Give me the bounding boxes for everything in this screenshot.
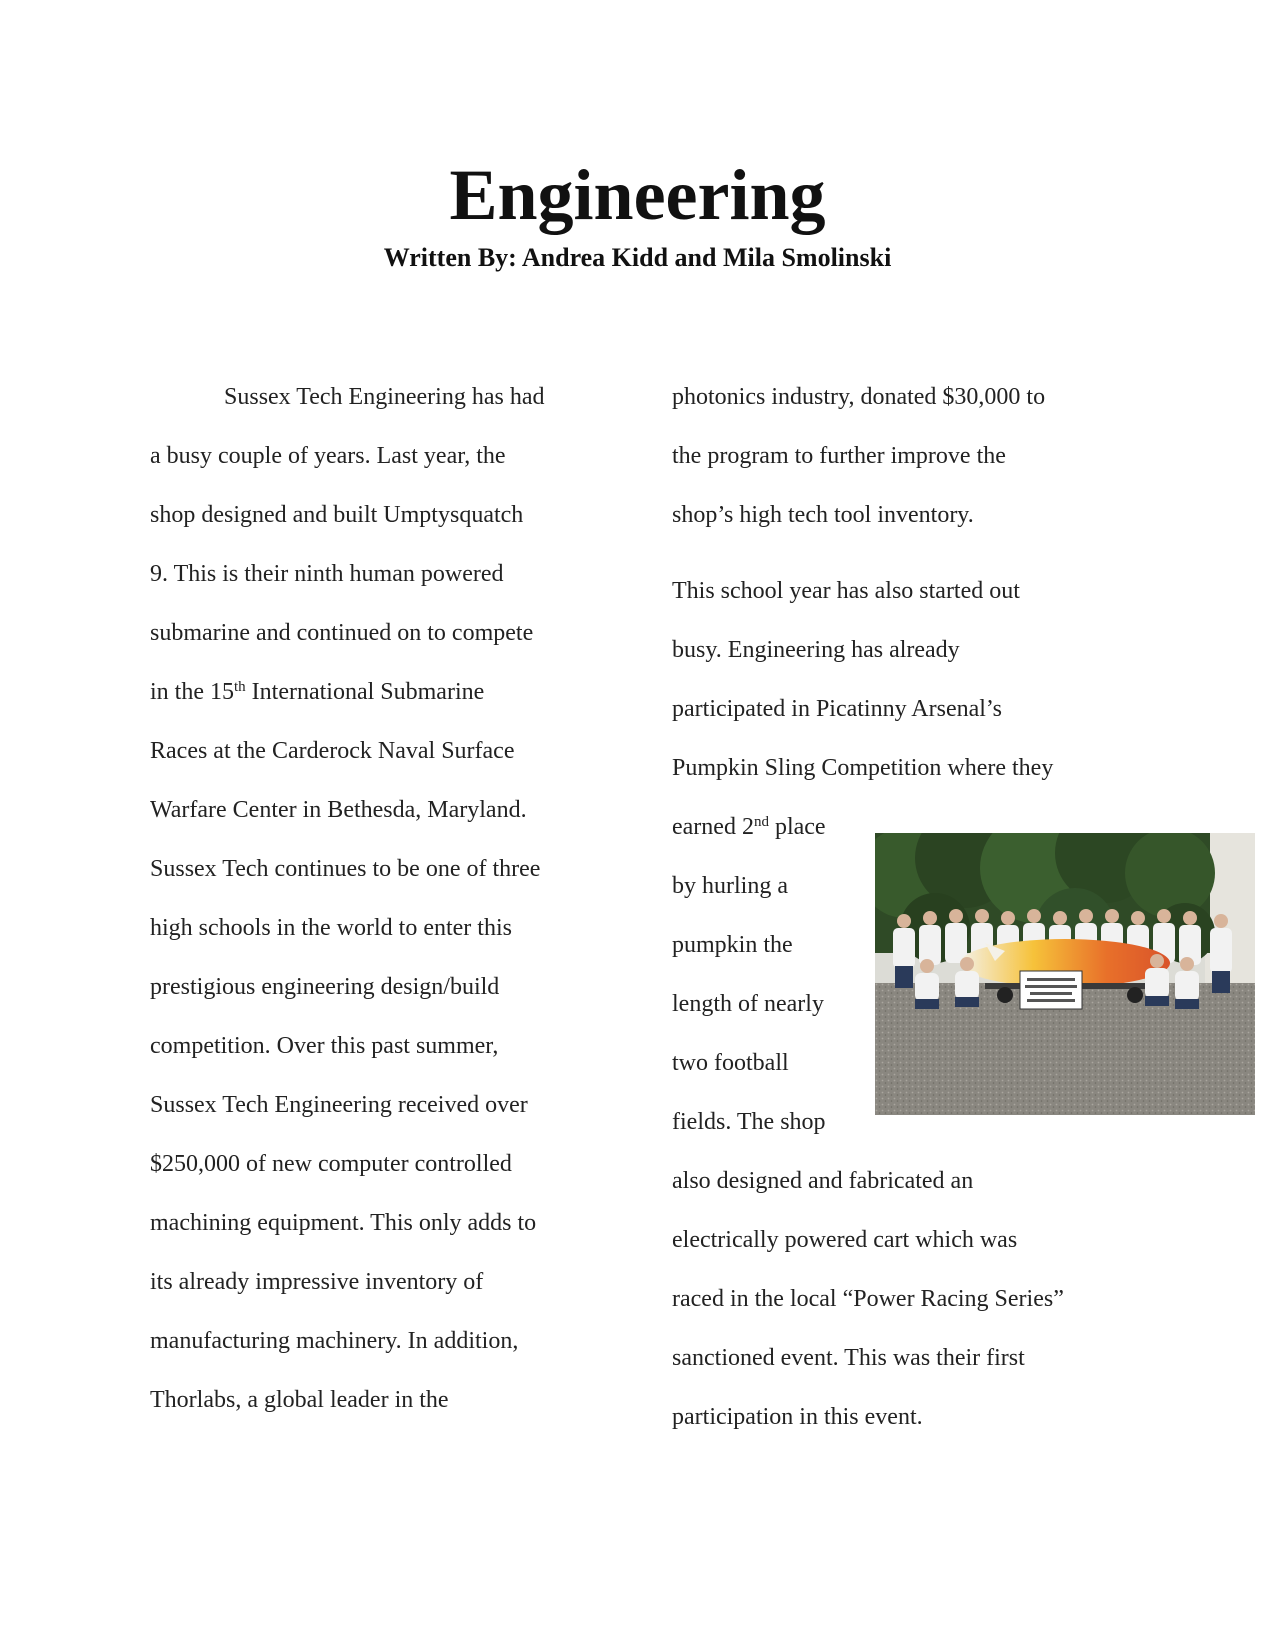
- left-line: competition. Over this past summer,: [150, 1033, 499, 1059]
- right-line: electrically powered cart which was: [672, 1227, 1018, 1253]
- right-line: This school year has also started out: [672, 578, 1020, 604]
- left-line-text: International Submarine: [245, 679, 485, 705]
- right-line: photonics industry, donated $30,000 to: [672, 384, 1046, 410]
- left-line: Warfare Center in Bethesda, Maryland.: [150, 797, 527, 823]
- left-line: $250,000 of new computer controlled: [150, 1151, 512, 1177]
- right-line: raced in the local “Power Racing Series”: [672, 1286, 1064, 1312]
- right-line-text: place: [768, 814, 826, 840]
- left-line: Races at the Carderock Naval Surface: [150, 738, 515, 764]
- right-line: Pumpkin Sling Competition where they: [672, 755, 1054, 781]
- right-line: pumpkin the: [672, 932, 793, 958]
- race-sign: [1020, 971, 1082, 1009]
- right-line: two football: [672, 1050, 789, 1076]
- ordinal-suffix: nd: [753, 813, 769, 830]
- left-line: its already impressive inventory of: [150, 1269, 484, 1295]
- right-line: the program to further improve the: [672, 443, 1006, 469]
- left-line: submarine and continued on to compete: [150, 620, 534, 646]
- right-line: also designed and fabricated an: [672, 1168, 974, 1194]
- team-photo: [875, 833, 1255, 1115]
- left-line: shop designed and built Umptysquatch: [150, 502, 524, 528]
- right-line: shop’s high tech tool inventory.: [672, 502, 974, 528]
- right-line-text: earned 2: [672, 814, 754, 840]
- left-line: high schools in the world to enter this: [150, 915, 512, 941]
- left-line-text: in the 15: [150, 679, 234, 705]
- right-line: sanctioned event. This was their first: [672, 1345, 1025, 1371]
- article-byline: Written By: Andrea Kidd and Mila Smolinski: [383, 243, 892, 272]
- article-title: Engineering: [449, 155, 826, 235]
- left-line: a busy couple of years. Last year, the: [150, 443, 506, 469]
- team-photo-illustration: [875, 833, 1255, 1115]
- left-line: machining equipment. This only adds to: [150, 1210, 537, 1236]
- right-line: by hurling a: [672, 873, 788, 899]
- right-line: participation in this event.: [672, 1404, 923, 1430]
- left-line: prestigious engineering design/build: [150, 974, 500, 1000]
- left-line: manufacturing machinery. In addition,: [150, 1328, 519, 1354]
- left-line: [150, 677, 484, 707]
- left-line: Sussex Tech continues to be one of three: [150, 856, 541, 882]
- left-line: 9. This is their ninth human powered: [150, 561, 504, 587]
- right-line: [672, 812, 826, 842]
- right-line: participated in Picatinny Arsenal’s: [672, 696, 1002, 722]
- left-line: Sussex Tech Engineering received over: [150, 1092, 528, 1118]
- left-line: Thorlabs, a global leader in the: [150, 1387, 449, 1413]
- right-line: fields. The shop: [672, 1109, 826, 1135]
- right-line: length of nearly: [672, 991, 824, 1017]
- right-line: busy. Engineering has already: [672, 637, 960, 663]
- left-line: Sussex Tech Engineering has had: [224, 384, 545, 410]
- ordinal-suffix: th: [234, 678, 246, 695]
